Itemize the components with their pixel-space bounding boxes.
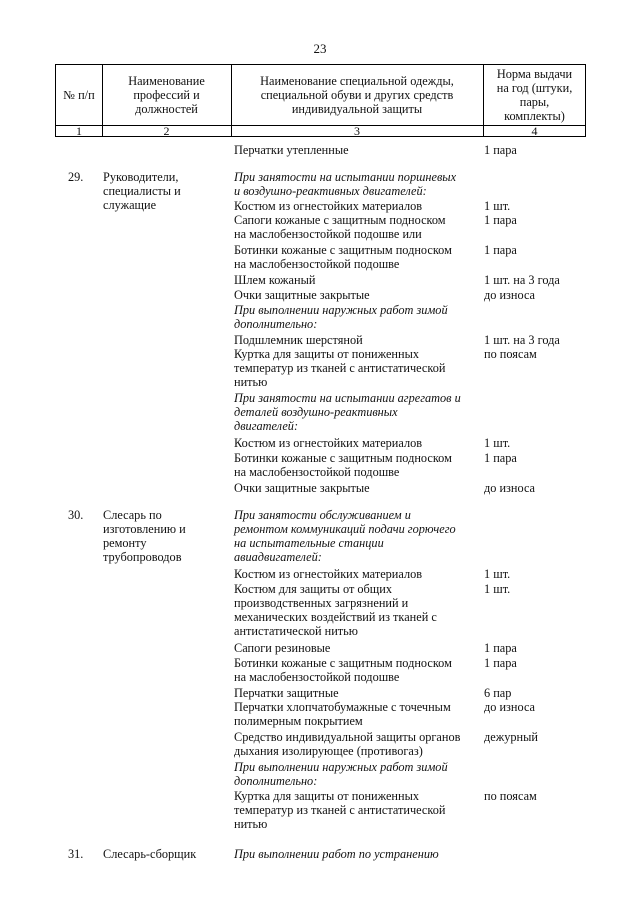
equipment-item: Куртка для защиты от пониженных температур из тканей с антистатической нитью — [234, 789, 446, 831]
equipment-item: Очки защитные закрытые — [234, 481, 370, 495]
norm-value: 1 пара — [484, 143, 517, 157]
norm-value: 6 пар — [484, 686, 512, 700]
section-heading: При выполнении наружных работ зимой дополнительно: — [234, 760, 448, 788]
equipment-item: Очки защитные закрытые — [234, 288, 370, 302]
equipment-item: Ботинки кожаные с защитным подноском на маслобензостойкой подошве — [234, 656, 452, 684]
equipment-item: Ботинки кожаные с защитным подноском на маслобензостойкой подошве — [234, 243, 452, 271]
profession-name: Слесарь-сборщик — [103, 847, 197, 861]
equipment-item: Костюм из огнестойких материалов — [234, 436, 423, 450]
norm-value: 1 шт. — [484, 567, 511, 581]
column-number: 1 — [76, 124, 82, 138]
norm-value: 1 пара — [484, 451, 517, 465]
equipment-item: Ботинки кожаные с защитным подноском на маслобензостойкой подошве — [234, 451, 452, 479]
column-number: 2 — [163, 124, 170, 138]
norm-value: до износа — [484, 288, 536, 302]
equipment-item: Сапоги резиновые — [234, 641, 331, 655]
table-header — [55, 64, 586, 137]
equipment-item: Костюм для защиты от общих производственных загрязнений и механических воздействий из тканей с антистатической нитью — [234, 582, 437, 638]
row-number: 30. — [68, 508, 84, 522]
norm-value: 1 пара — [484, 243, 517, 257]
norm-value: 1 пара — [484, 641, 517, 655]
row-number: 31. — [68, 847, 84, 861]
column-number: 4 — [531, 124, 538, 138]
norm-value: до износа — [484, 700, 536, 714]
section-heading: При занятости на испытании агрегатов и деталей воздушно-реактивных двигателей: — [234, 391, 461, 433]
norm-value: дежурный — [484, 730, 538, 744]
section-heading: При занятости на испытании поршневых и воздушно-реактивных двигателей: — [234, 170, 457, 198]
norm-value: по поясам — [484, 347, 537, 361]
equipment-item: Шлем кожаный — [234, 273, 316, 287]
norm-value: до износа — [484, 481, 536, 495]
equipment-item: Подшлемник шерстяной — [234, 333, 363, 347]
equipment-item: Средство индивидуальной защиты органов дыхания изолирующее (противогаз) — [234, 730, 461, 758]
section-heading: При выполнении наружных работ зимой дополнительно: — [234, 303, 448, 331]
norm-value: по поясам — [484, 789, 537, 803]
equipment-item: Куртка для защиты от пониженных температур из тканей с антистатической нитью — [234, 347, 446, 389]
page-number: 23 — [313, 41, 327, 56]
norm-value: 1 шт. — [484, 436, 511, 450]
column-number: 3 — [354, 124, 360, 138]
equipment-item: Перчатки защитные — [234, 686, 339, 700]
header-norm-col: Норма выдачи на год (штуки, пары, комплекты) — [496, 67, 573, 123]
profession-name: Руководители, специалисты и служащие — [103, 170, 181, 212]
norm-value: 1 пара — [484, 656, 517, 670]
norm-value: 1 шт. на 3 года — [484, 333, 560, 347]
section-heading: При выполнении работ по устранению — [234, 847, 439, 861]
header-equipment-col: Наименование специальной одежды, специальной обуви и других средств индивидуальной защиты — [260, 74, 454, 116]
profession-name: Слесарь по изготовлению и ремонту трубопроводов — [103, 508, 186, 564]
norm-value: 1 пара — [484, 213, 517, 227]
header-profession-col: Наименование профессий и должностей — [128, 74, 205, 116]
equipment-item: Костюм из огнестойких материалов — [234, 567, 423, 581]
section-heading: При занятости обслуживанием и ремонтом коммуникаций подачи горючего на испытательные станции авиадвигателей: — [234, 508, 456, 564]
equipment-item: Перчатки хлопчатобумажные с точечным полимерным покрытием — [234, 700, 451, 728]
header-number-col: № п/п — [63, 88, 95, 102]
equipment-item: Костюм из огнестойких материалов — [234, 199, 423, 213]
equipment-item: Перчатки утепленные — [234, 143, 349, 157]
norm-value: 1 шт. на 3 года — [484, 273, 560, 287]
equipment-item: Сапоги кожаные с защитным подноском на маслобензостойкой подошве или — [234, 213, 446, 241]
norm-value: 1 шт. — [484, 582, 511, 596]
norm-value: 1 шт. — [484, 199, 511, 213]
row-number: 29. — [68, 170, 84, 184]
